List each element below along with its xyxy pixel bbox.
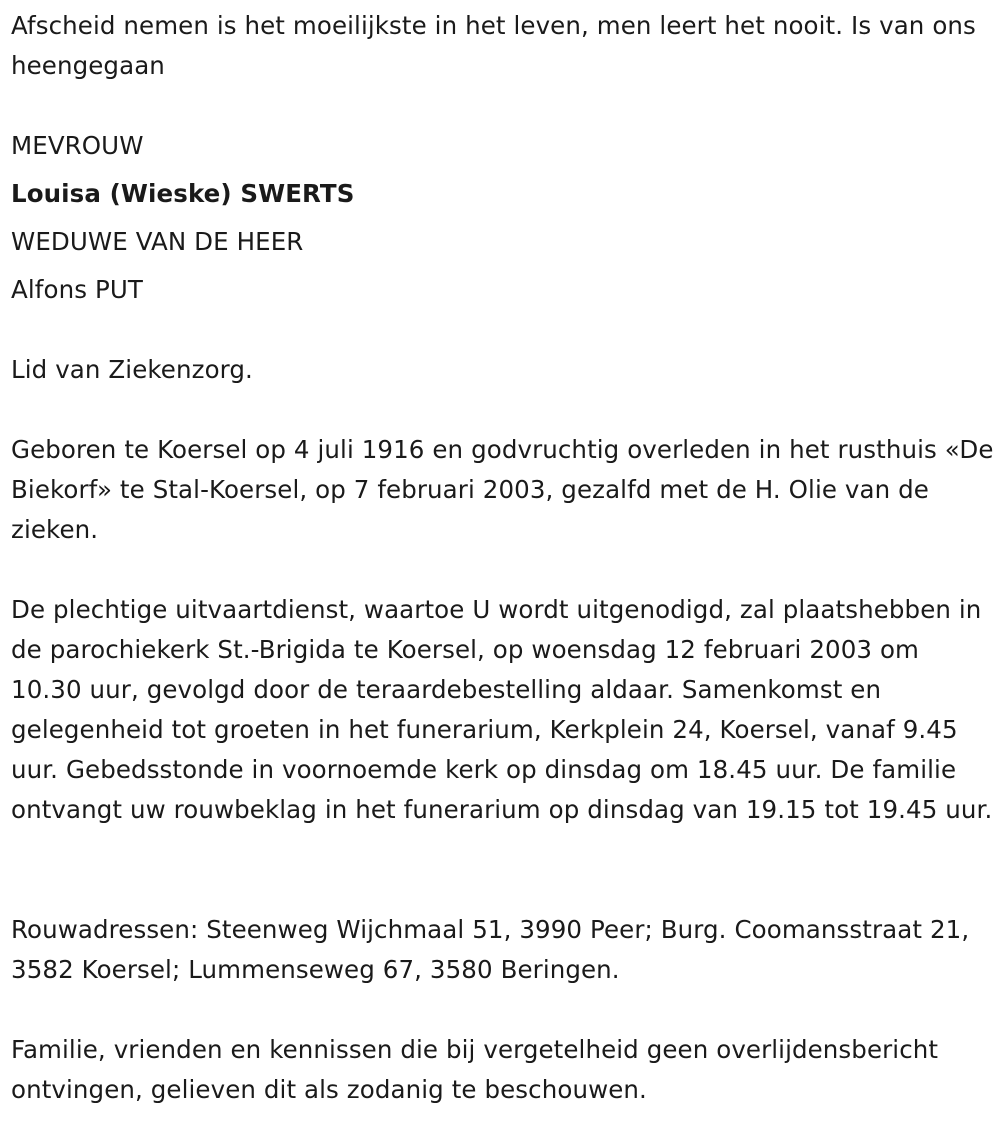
service-text: De plechtige uitvaartdienst, waartoe U wordt uitgenodigd, zal plaatshebben in de parochiekerk St.-Brigida te Koersel, op woensdag 12 februari 2003 om 10.30 uur, gevolgd door de teraardebestelling aldaar. Samenkomst en gelegenheid tot groeten in het funerarium, Kerkplein 24, Koersel, vanaf 9.45 uur. Gebedsstonde in voornoemde kerk op dinsdag om 18.45 uur. De familie ontvangt uw rouwbeklag in het funerarium op dinsdag van 19.15 tot 19.45 uur. xyxy=(11,595,993,824)
intro-text: Afscheid nemen is het moeilijkste in het leven, men leert het nooit. Is van ons heengegaan xyxy=(11,11,976,80)
closing-text: Familie, vrienden en kennissen die bij vergetelheid geen overlijdensbericht ontvingen, gelieven dit als zodanig te beschouwen. xyxy=(11,1035,939,1104)
birth-death-text: Geboren te Koersel op 4 juli 1916 en godvruchtig overleden in het rusthuis «De Biekorf» te Stal-Koersel, op 7 februari 2003, gezalfd met de H. Olie van de zieken. xyxy=(11,435,994,544)
addresses-text: Rouwadressen: Steenweg Wijchmaal 51, 3990 Peer; Burg. Coomansstraat 21, 3582 Koersel; Lummenseweg 67, 3580 Beringen. xyxy=(11,915,970,984)
membership-text: Lid van Ziekenzorg. xyxy=(11,355,253,384)
deceased-name: Louisa (Wieske) SWERTS xyxy=(11,179,355,208)
salutation: MEVROUW xyxy=(11,131,144,160)
relation-label: WEDUWE VAN DE HEER xyxy=(11,227,304,256)
spouse-name: Alfons PUT xyxy=(11,275,143,304)
